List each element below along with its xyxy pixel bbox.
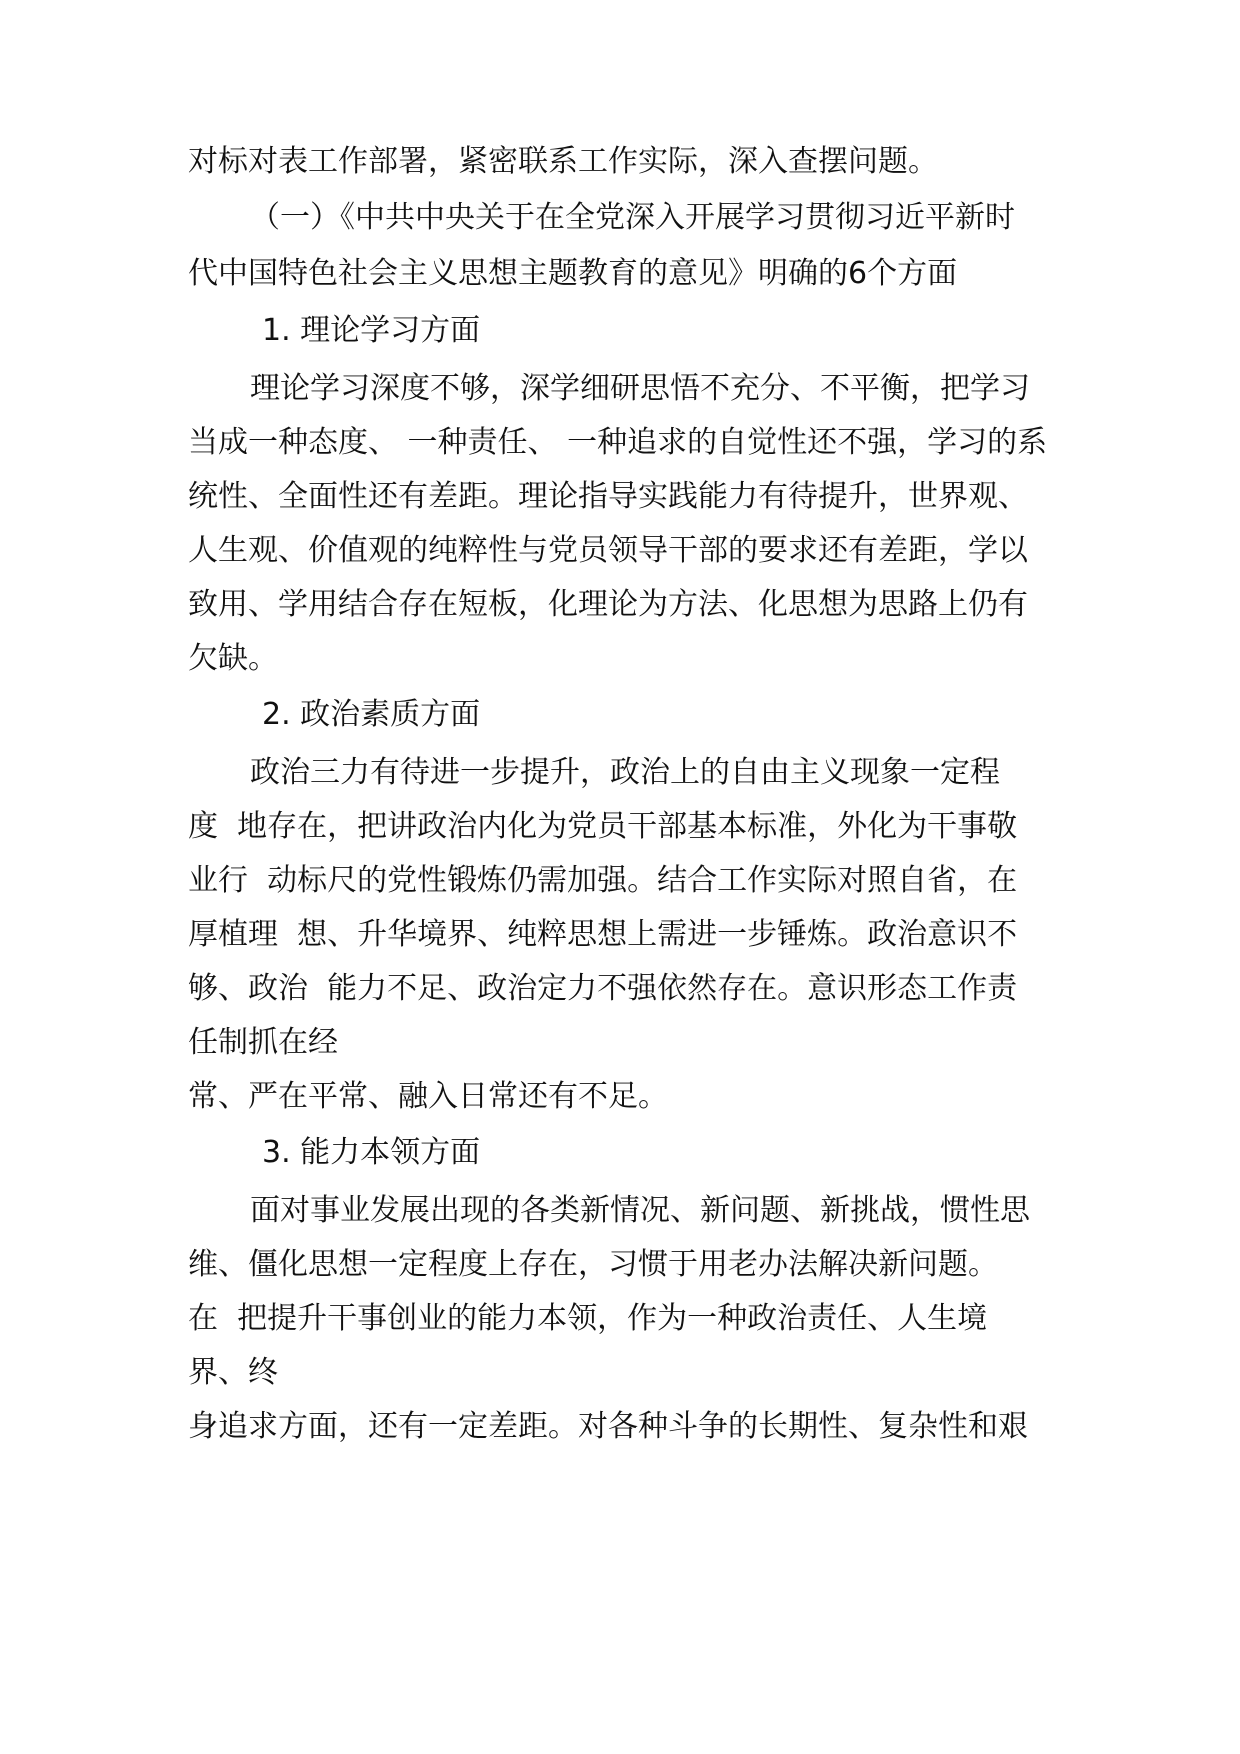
text-line: 够、政治 能力不足、政治定力不强依然存在。意识形态工作责 [188,971,1018,1006]
text-line: 当成一种态度、 一种责任、 一种追求的自觉性还不强，学习的系 [188,425,1048,460]
text-line: 致用、学用结合存在短板，化理论为方法、化思想为思路上仍有 [188,587,1028,622]
text-line: 面对事业发展出现的各类新情况、新问题、新挑战，惯性思 [250,1193,1030,1228]
text-line: 统性、全面性还有差距。理论指导实践能力有待提升，世界观、 [188,479,1028,514]
section-heading-continued: 代中国特色社会主义思想主题教育的意见》明确的6个方面 [188,256,958,291]
text-line: 厚植理 想、升华境界、纯粹思想上需进一步锤炼。政治意识不 [188,917,1018,952]
text-line: 理论学习深度不够，深学细研思悟不充分、不平衡，把学习 [250,371,1030,406]
text-line: 对标对表工作部署，紧密联系工作实际，深入查摆问题。 [188,144,938,179]
subsection-heading: 1. 理论学习方面 [262,313,481,348]
text-line: 维、僵化思想一定程度上存在，习惯于用老办法解决新问题。 [188,1247,998,1282]
subsection-heading: 2. 政治素质方面 [262,697,481,732]
text-line: 欠缺。 [188,641,278,676]
text-line: 人生观、价值观的纯粹性与党员领导干部的要求还有差距，学以 [188,533,1028,568]
text-line: 政治三力有待进一步提升，政治上的自由主义现象一定程 [250,755,1000,790]
text-line: 界、终 [188,1355,278,1390]
text-line: 度 地存在，把讲政治内化为党员干部基本标准，外化为干事敬 [188,809,1018,844]
text-line: 在 把提升干事创业的能力本领，作为一种政治责任、人生境 [188,1301,988,1336]
text-line: 任制抓在经 [188,1025,338,1060]
text-line: 业行 动标尺的党性锻炼仍需加强。结合工作实际对照自省，在 [188,863,1018,898]
text-line: 常、严在平常、融入日常还有不足。 [188,1079,668,1114]
section-heading: （一）《中共中央关于在全党深入开展学习贯彻习近平新时 [250,200,1015,235]
subsection-heading: 3. 能力本领方面 [262,1135,481,1170]
text-line: 身追求方面，还有一定差距。对各种斗争的长期性、复杂性和艰 [188,1409,1028,1444]
